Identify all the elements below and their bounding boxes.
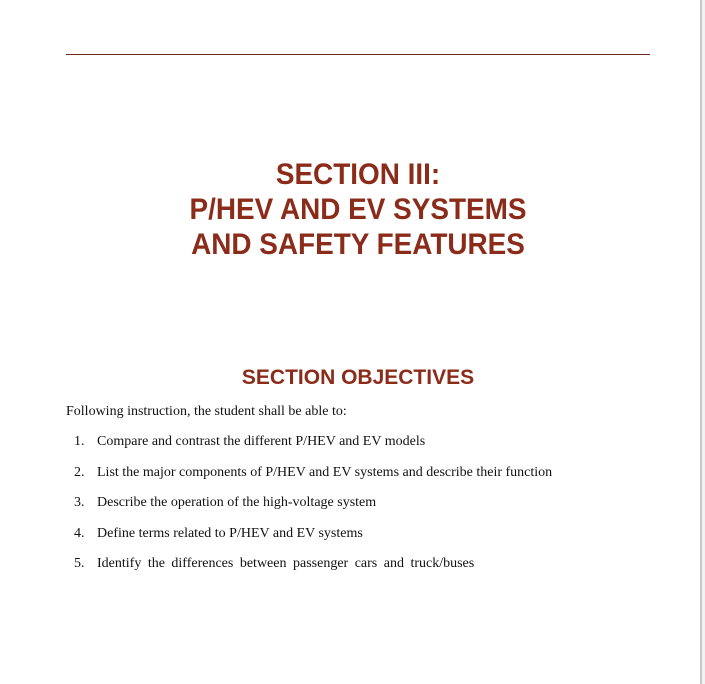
item-number: 4. (74, 525, 85, 541)
objectives-list (74, 434, 552, 587)
section-title (86, 157, 629, 262)
list-item (74, 434, 552, 465)
item-text: Compare and contrast the different P/HEV and EV models (97, 434, 426, 449)
list-item (74, 556, 552, 587)
objectives-intro: Following instruction, the student shall be able to: (66, 404, 347, 419)
title-line-3: AND SAFETY FEATURES (191, 228, 525, 261)
header-rule (66, 54, 650, 55)
title-line-2: P/HEV AND EV SYSTEMS (189, 193, 527, 226)
title-line-1: SECTION III: (275, 158, 441, 191)
item-number: 5. (74, 556, 85, 571)
item-text: Define terms related to P/HEV and EV systems (97, 525, 363, 541)
item-text: Identify the differences between passenger cars and truck/buses (97, 556, 475, 571)
list-item (74, 526, 552, 557)
item-text: List the major components of P/HEV and EV systems and describe their function (97, 464, 553, 480)
item-number: 3. (74, 495, 85, 510)
list-item (74, 465, 552, 496)
list-item (74, 495, 552, 526)
objectives-heading: SECTION OBJECTIVES (241, 366, 475, 389)
item-number: 1. (74, 434, 85, 449)
item-text: Describe the operation of the high-voltage system (97, 495, 377, 510)
item-number: 2. (74, 464, 85, 480)
